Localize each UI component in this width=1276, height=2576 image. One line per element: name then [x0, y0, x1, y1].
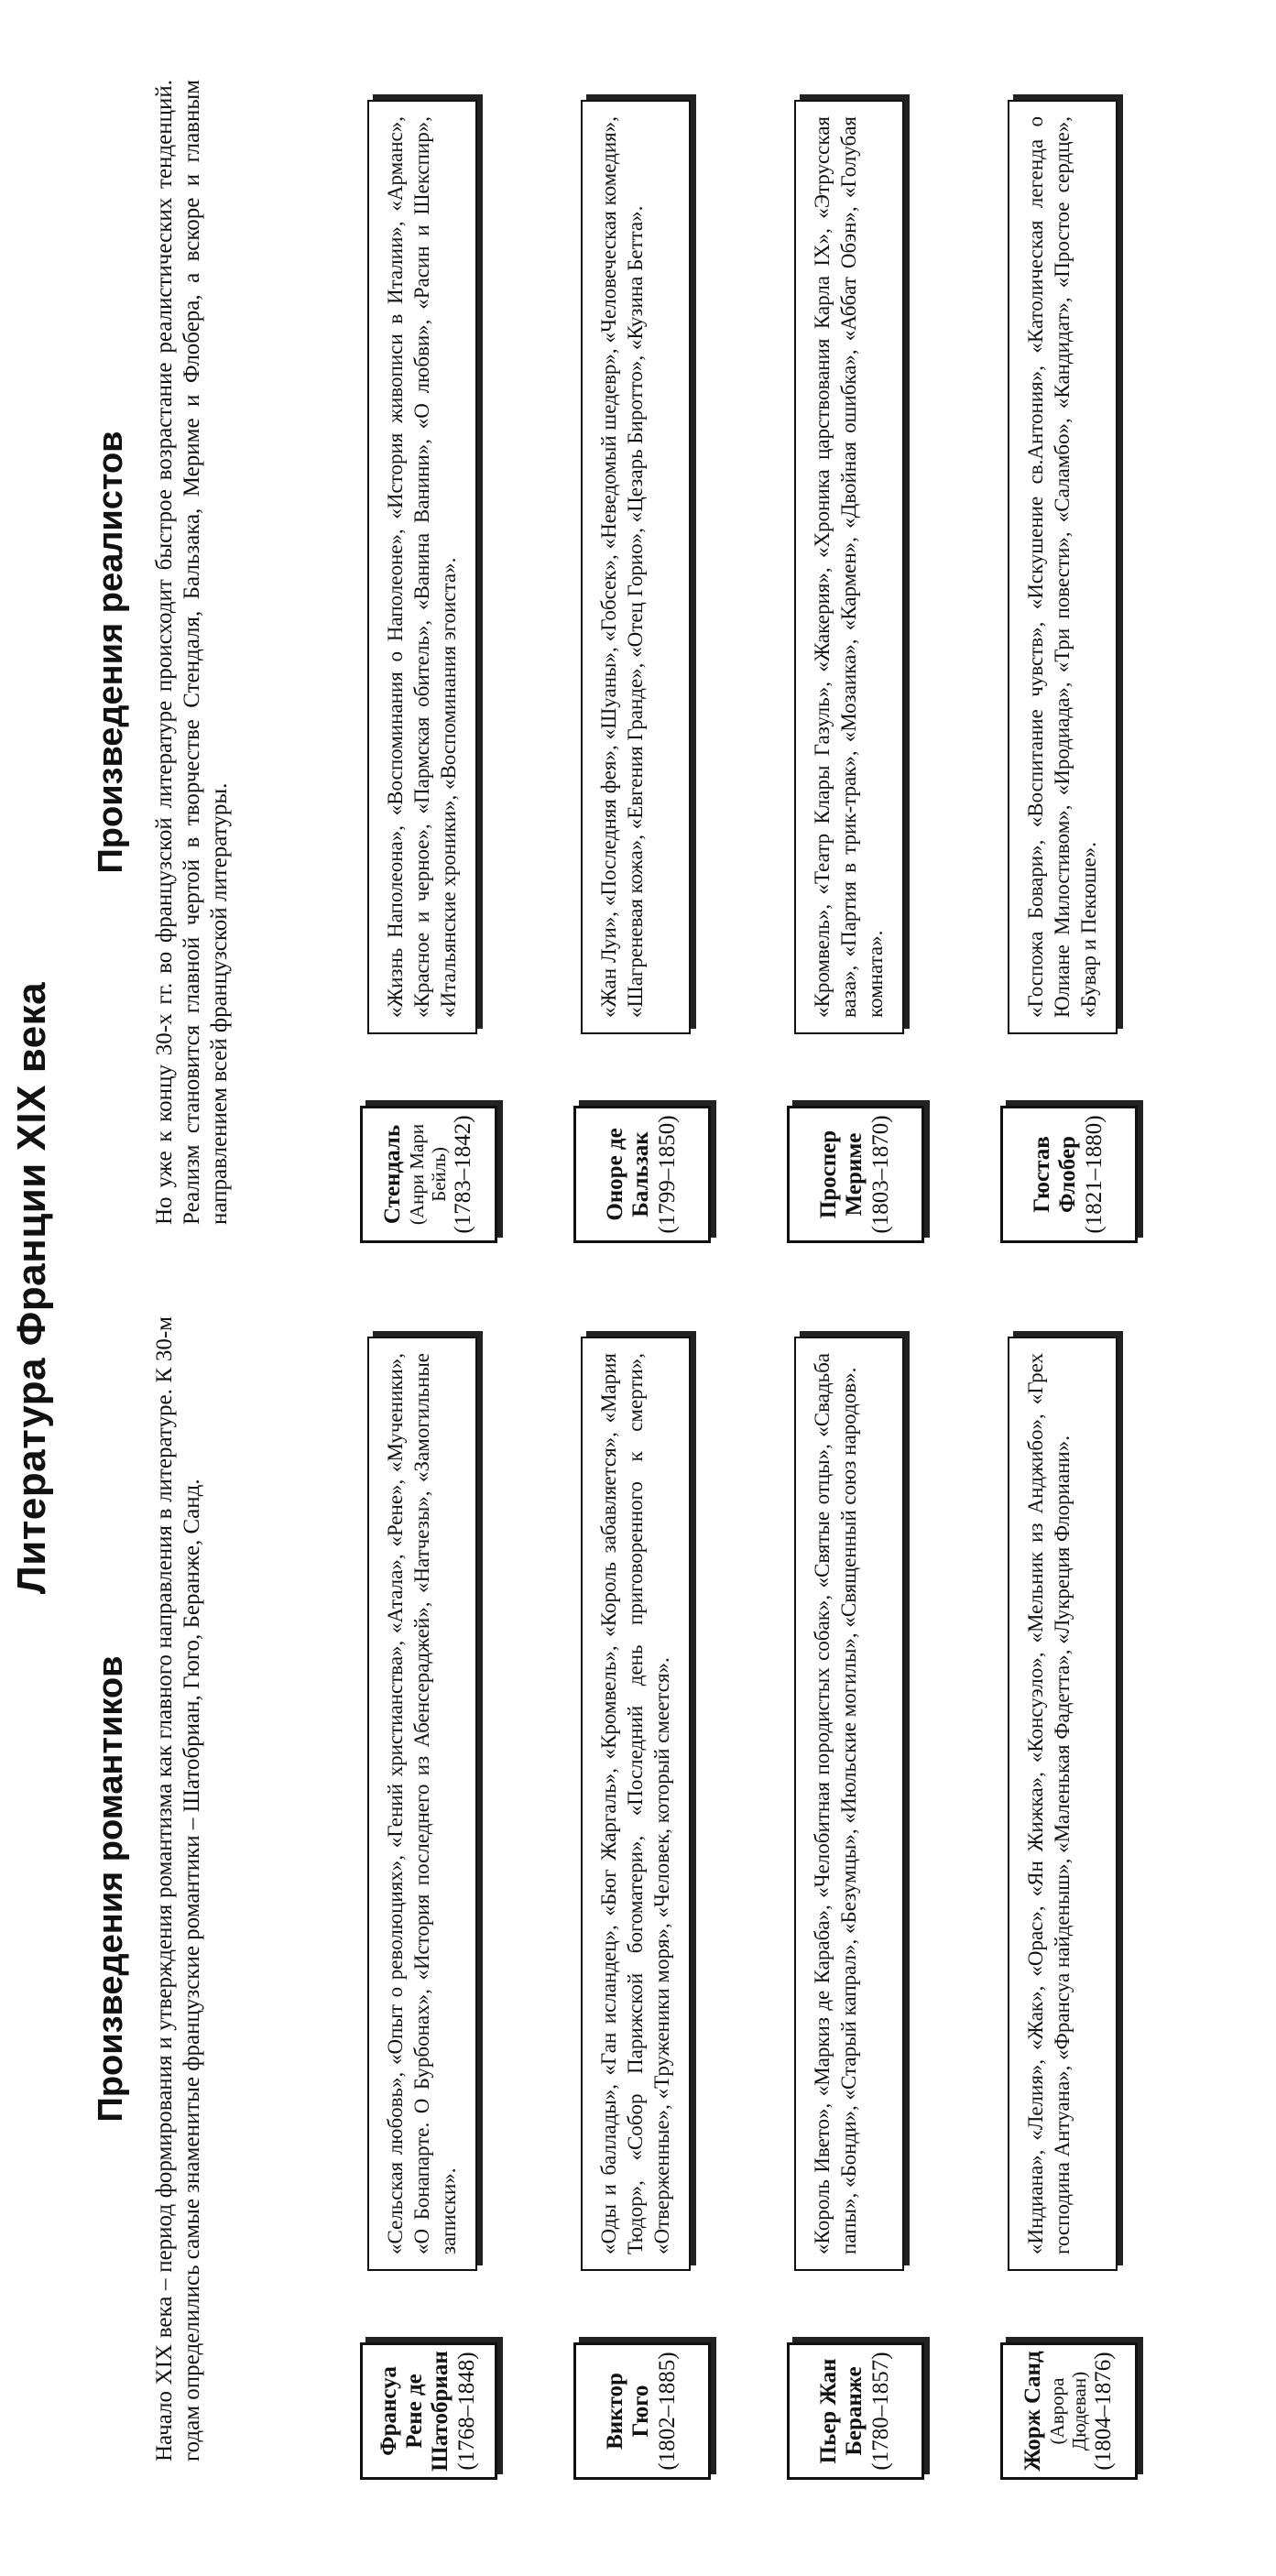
works-list: «Король Ивето», «Маркиз де Караба», «Челобитная породистых собак», «Святые отцы», «Свадьба папы», «Бонди», «Старый капрал», «Безумцы», «Июльские могилы», «Священный союз народов». — [794, 1337, 904, 2271]
author-years: (1821–1880) — [1082, 1115, 1107, 1234]
author-card — [573, 2342, 711, 2480]
author-name: Гюстав Флобер — [1030, 1136, 1080, 1213]
author-card — [787, 1106, 924, 1243]
author-row — [573, 61, 715, 1243]
author-row — [360, 1298, 502, 2480]
works-list: «Госпожа Бовари», «Воспитание чувств», «Искушение св.Антония», «Католическая легенда о Юлиане Милостивом», «Иродиада», «Три повести», «Саламбо», «Кандидат», «Простое сердце», «Бувар и Пекюше». — [1008, 100, 1118, 1034]
author-years: (1803–1870) — [868, 1115, 893, 1234]
author-real-name: (Анри Мари Бейль) — [406, 1123, 450, 1226]
author-row — [1000, 1298, 1142, 2480]
author-years: (1783–1842) — [451, 1115, 475, 1234]
author-real-name: (Аврора Дюдеван) — [1046, 2371, 1090, 2451]
section-realists — [92, 61, 1142, 1243]
section-heading-romantics: Произведения романтиков — [92, 1655, 130, 2123]
author-row — [1000, 61, 1142, 1243]
section-romantics — [92, 1298, 1142, 2480]
works-list: «Жан Луи», «Последняя фея», «Шуаны», «Гобсек», «Неведомый шедевр», «Человеческая комедия», «Шагреневая кожа», «Евгения Гранде», «Отец Горио», «Цезарь Биротто», «Кузина Бетта». — [581, 100, 691, 1034]
author-row — [360, 61, 502, 1243]
author-name: Франсуа Рене де Шатобриан — [376, 2351, 453, 2472]
section-intro-romantics: Начало XIX века – период формирования и утверждения романтизма как главного направления в литературе. К 30-м годам определились самые знаменитые французские романтики – Шатобриан, Гюго, Беранже, Санд. — [152, 1316, 204, 2461]
author-years: (1768–1848) — [454, 2352, 479, 2471]
author-row — [787, 1298, 929, 2480]
author-row — [573, 1298, 715, 2480]
section-intro-realists: Но уже к концу 30-х гг. во французской литературе происходит быстрое возрастание реалистических тенденций. Реализм становится главной чертой в творчестве Стендаля, Бальзака, Мериме и Флобера, а вскоре и главным направлением всей французской литературы. — [152, 80, 232, 1225]
author-card — [573, 1106, 711, 1243]
author-name: Жорж Санд — [1020, 2351, 1045, 2472]
author-card — [1000, 1106, 1138, 1243]
works-list: «Оды и баллады», «Ган исландец», «Бюг Жаргаль», «Кромвель», «Король забавляется», «Мария Тюдор», «Собор Парижской богоматери», «Последний день приговоренного к смерти», «Отверженные», «Труженики моря», «Человек, который смеется». — [581, 1337, 691, 2271]
author-years: (1804–1876) — [1091, 2352, 1116, 2471]
author-name: Оноре де Бальзак — [603, 1128, 653, 1221]
page-title: Литература Франции XIX века — [9, 981, 54, 1595]
author-card — [360, 1106, 497, 1243]
author-card — [360, 2342, 497, 2480]
author-row — [787, 61, 929, 1243]
works-list: «Жизнь Наполеона», «Воспоминания о Наполеоне», «История живописи в Италии», «Арманс», «Красное и черное», «Пармская обитель», «Ванина Ванини», «О любви», «Расин и Шекспир», «Итальянские хроники», «Воспоминания эгоиста». — [367, 100, 477, 1034]
works-list: «Кромвель», «Театр Клары Газуль», «Жакерия», «Хроника царствования Карла IX», «Этрусская ваза», «Партия в трик-трак», «Мозаика», «Кармен», «Двойная ошибка», «Аббат Обэн», «Голубая комната». — [794, 100, 904, 1034]
author-card — [1000, 2342, 1138, 2480]
author-name: Пьер Жан Беранже — [816, 2358, 867, 2464]
section-heading-realists: Произведения реалистов — [92, 431, 130, 874]
author-years: (1799–1850) — [655, 1115, 680, 1234]
author-years: (1802–1885) — [655, 2352, 680, 2471]
works-list: «Сельская любовь», «Опыт о революциях», «Гений христианства», «Атала», «Рене», «Мученики», «О Бонапарте. О Бурбонах», «История последнего из Абенсераджей», «Натчезы», «Замогильные записки». — [367, 1337, 477, 2271]
author-name: Проспер Мериме — [816, 1130, 867, 1219]
author-name: Стендаль — [380, 1124, 405, 1225]
author-name: Виктор Гюго — [603, 2373, 653, 2450]
author-card — [787, 2342, 924, 2480]
author-years: (1780–1857) — [868, 2352, 893, 2471]
works-list: «Индиана», «Лелия», «Жак», «Орас», «Ян Жижка», «Консуэло», «Мельник из Анджибо», «Грех господина Антуана», «Франсуа найденыш», «Маленькая Фадетта», «Лукреция Флориани». — [1008, 1337, 1118, 2271]
